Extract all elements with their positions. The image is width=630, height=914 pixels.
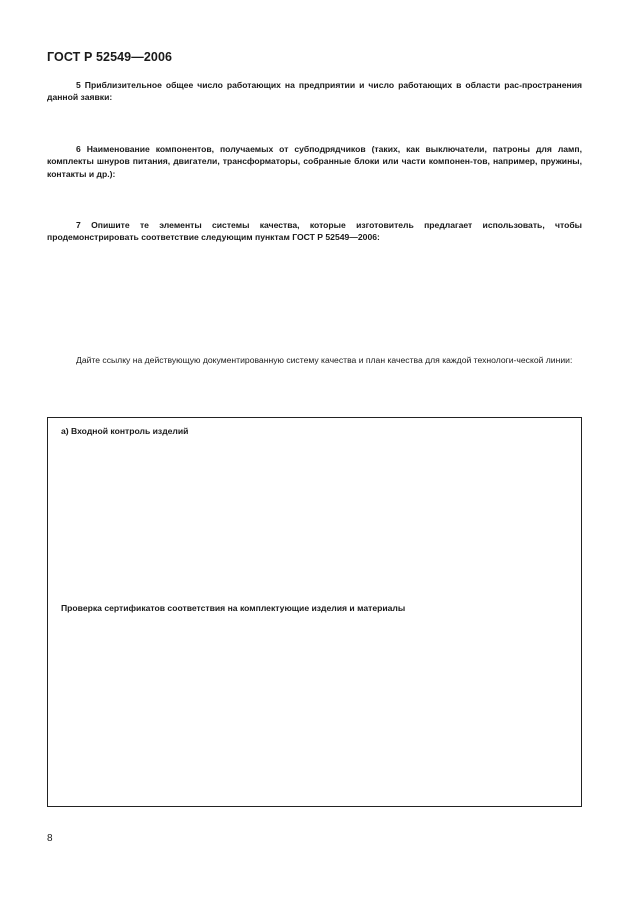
certificate-check-label: Проверка сертификатов соответствия на комплектующие изделия и материалы <box>61 603 406 613</box>
section-6-text: 6 Наименование компонентов, получаемых от субподрядчиков (таких, как выключатели, патроны для ламп, комплекты шнуров питания, двигатели, трансформаторы, собранные блоки или части компонен-тов, например, пружины, контакты и др.): <box>47 144 582 179</box>
reference-instruction: Дайте ссылку на действующую документированную систему качества и план качества для каждой технологи-ческой линии: <box>76 355 573 365</box>
incoming-control-label: а) Входной контроль изделий <box>61 426 189 436</box>
section-5-text: 5 Приблизительное общее число работающих на предприятии и число работающих в области рас-пространения данной заявки: <box>47 80 582 103</box>
page-number: 8 <box>47 833 53 844</box>
page-header: ГОСТ Р 52549—2006 <box>47 50 173 64</box>
section-7-text: 7 Опишите те элементы системы качества, которые изготовитель предлагает использовать, чтобы продемонстрировать соответствие следующим пунктам ГОСТ Р 52549—2006: <box>47 220 582 243</box>
quality-elements-frame <box>47 417 582 807</box>
